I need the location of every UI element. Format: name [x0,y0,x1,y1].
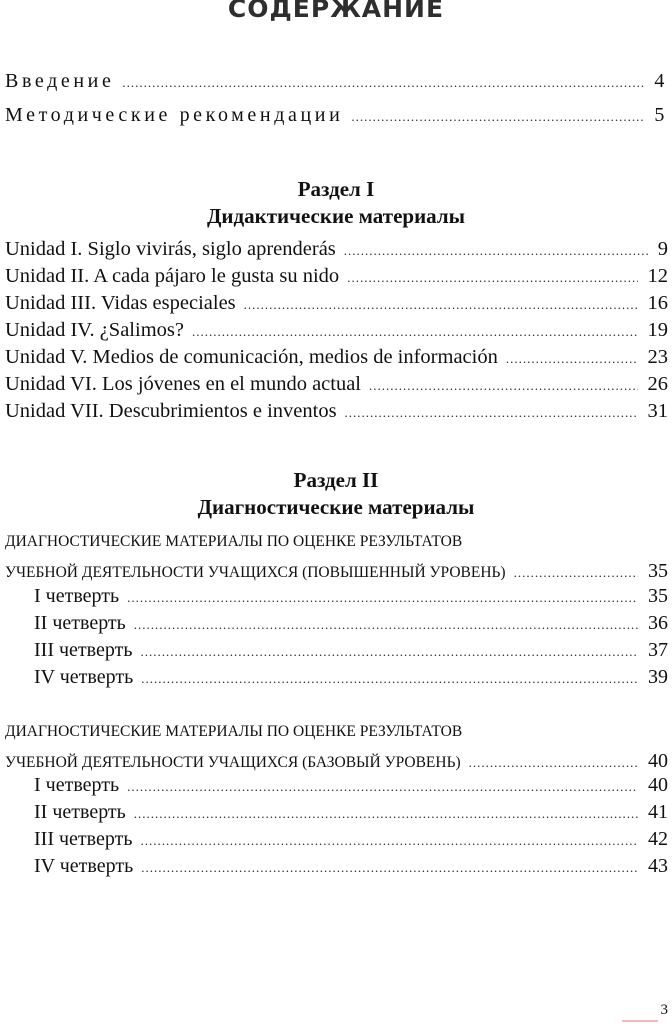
toc-entry-page: 19 [647,319,668,341]
toc-entry-label: III четверть [34,828,133,850]
toc-entry-quarter[interactable] [34,612,668,635]
toc-entry-label: Введение [5,70,115,92]
toc-entry-label: Unidad III. Vidas especiales [5,292,236,314]
toc-entry-page: 41 [648,801,668,823]
toc-entry-page: 9 [657,238,668,260]
dot-leader [141,671,638,687]
toc-entry-page: 43 [648,855,668,877]
dot-leader [127,779,638,795]
dot-leader [134,617,638,633]
toc-entry-quarter[interactable] [34,585,668,608]
toc-entry-label: Unidad II. A cada pájaro le gusta su nido [5,265,340,287]
toc-entry-label: Unidad V. Medios de comunicación, medios de información [5,346,498,368]
dot-leader [140,833,638,849]
dot-leader [134,806,638,822]
toc-entry-label: УЧЕБНОЙ ДЕЯТЕЛЬНОСТИ УЧАЩИХСЯ (ПОВЫШЕННЫЙ УРОВЕНЬ) [5,564,506,581]
toc-entry-label: Unidad VI. Los jóvenes en el mundo actual [5,373,362,395]
toc-entry-page: 16 [647,292,668,314]
toc-entry-unit[interactable] [5,319,668,342]
toc-entry-quarter[interactable] [34,666,668,689]
toc-entry-label: II четверть [34,801,126,823]
dot-leader [244,297,638,313]
toc-entry-methodology[interactable] [5,104,668,127]
toc-entry-label: II четверть [34,612,126,634]
toc-entry-page: 35 [648,585,668,607]
section1-subheading: Дидактические материалы [206,204,466,228]
toc-entry-page: 40 [648,774,668,796]
page-title: СОДЕРЖАНИЕ [227,0,445,23]
block-title-line: ДИАГНОСТИЧЕСКИЕ МАТЕРИАЛЫ ПО ОЦЕНКЕ РЕЗУЛЬТАТОВ [5,723,463,740]
toc-entry-page: 26 [647,373,668,395]
section2-heading: Раздел II [293,468,379,492]
toc-entry-page: 23 [647,346,668,368]
toc-entry-diagnostic-advanced[interactable] [5,560,668,583]
toc-entry-introduction[interactable] [5,70,668,93]
toc-entry-quarter[interactable] [34,774,668,797]
toc-entry-page: 4 [654,70,668,92]
block-title-line: ДИАГНОСТИЧЕСКИЕ МАТЕРИАЛЫ ПО ОЦЕНКЕ РЕЗУЛЬТАТОВ [5,533,463,550]
toc-entry-page: 12 [647,265,668,287]
toc-entry-unit[interactable] [5,238,668,261]
toc-entry-page: 39 [648,666,668,688]
dot-leader [514,565,638,581]
dot-leader [141,860,638,876]
corner-mark [622,1020,658,1022]
dot-leader [347,270,637,286]
toc-entry-page: 40 [648,750,668,772]
toc-entry-label: Методические рекомендации [5,104,344,126]
dot-leader [127,590,638,606]
toc-entry-label: УЧЕБНОЙ ДЕЯТЕЛЬНОСТИ УЧАЩИХСЯ (БАЗОВЫЙ УРОВЕНЬ) [5,754,461,771]
toc-entry-quarter[interactable] [34,828,668,851]
toc-entry-label: I четверть [34,774,120,796]
toc-entry-unit[interactable] [5,400,668,423]
dot-leader [506,351,638,367]
toc-entry-page: 36 [648,612,668,634]
toc-entry-unit[interactable] [5,265,668,288]
toc-entry-unit[interactable] [5,292,668,315]
section2-subheading: Диагностические материалы [197,495,475,519]
dot-leader [122,75,644,91]
dot-leader [344,243,648,259]
toc-entry-quarter[interactable] [34,855,668,878]
dot-leader [192,324,638,340]
dot-leader [345,405,638,421]
dot-leader [351,109,644,125]
dot-leader [469,755,638,771]
toc-entry-unit[interactable] [5,373,668,396]
toc-entry-label: III четверть [34,639,133,661]
toc-entry-label: Unidad VII. Descubrimientos e inventos [5,400,337,422]
toc-entry-label: Unidad I. Siglo vivirás, siglo aprenderás [5,238,336,260]
toc-entry-page: 31 [647,400,668,422]
toc-entry-label: IV четверть [34,666,134,688]
toc-entry-page: 5 [654,104,668,126]
toc-entry-page: 35 [648,560,668,582]
toc-entry-unit[interactable] [5,346,668,369]
toc-entry-page: 42 [648,828,668,850]
dot-leader [140,644,638,660]
toc-entry-label: I четверть [34,585,120,607]
section1-heading: Раздел I [297,177,375,201]
toc-entry-label: Unidad IV. ¿Salimos? [5,319,184,341]
page-number: 3 [660,1002,668,1018]
toc-entry-page: 37 [648,639,668,661]
toc-entry-quarter[interactable] [34,801,668,824]
toc-entry-label: IV четверть [34,855,134,877]
dot-leader [369,378,637,394]
toc-entry-quarter[interactable] [34,639,668,662]
toc-entry-diagnostic-basic[interactable] [5,750,668,773]
